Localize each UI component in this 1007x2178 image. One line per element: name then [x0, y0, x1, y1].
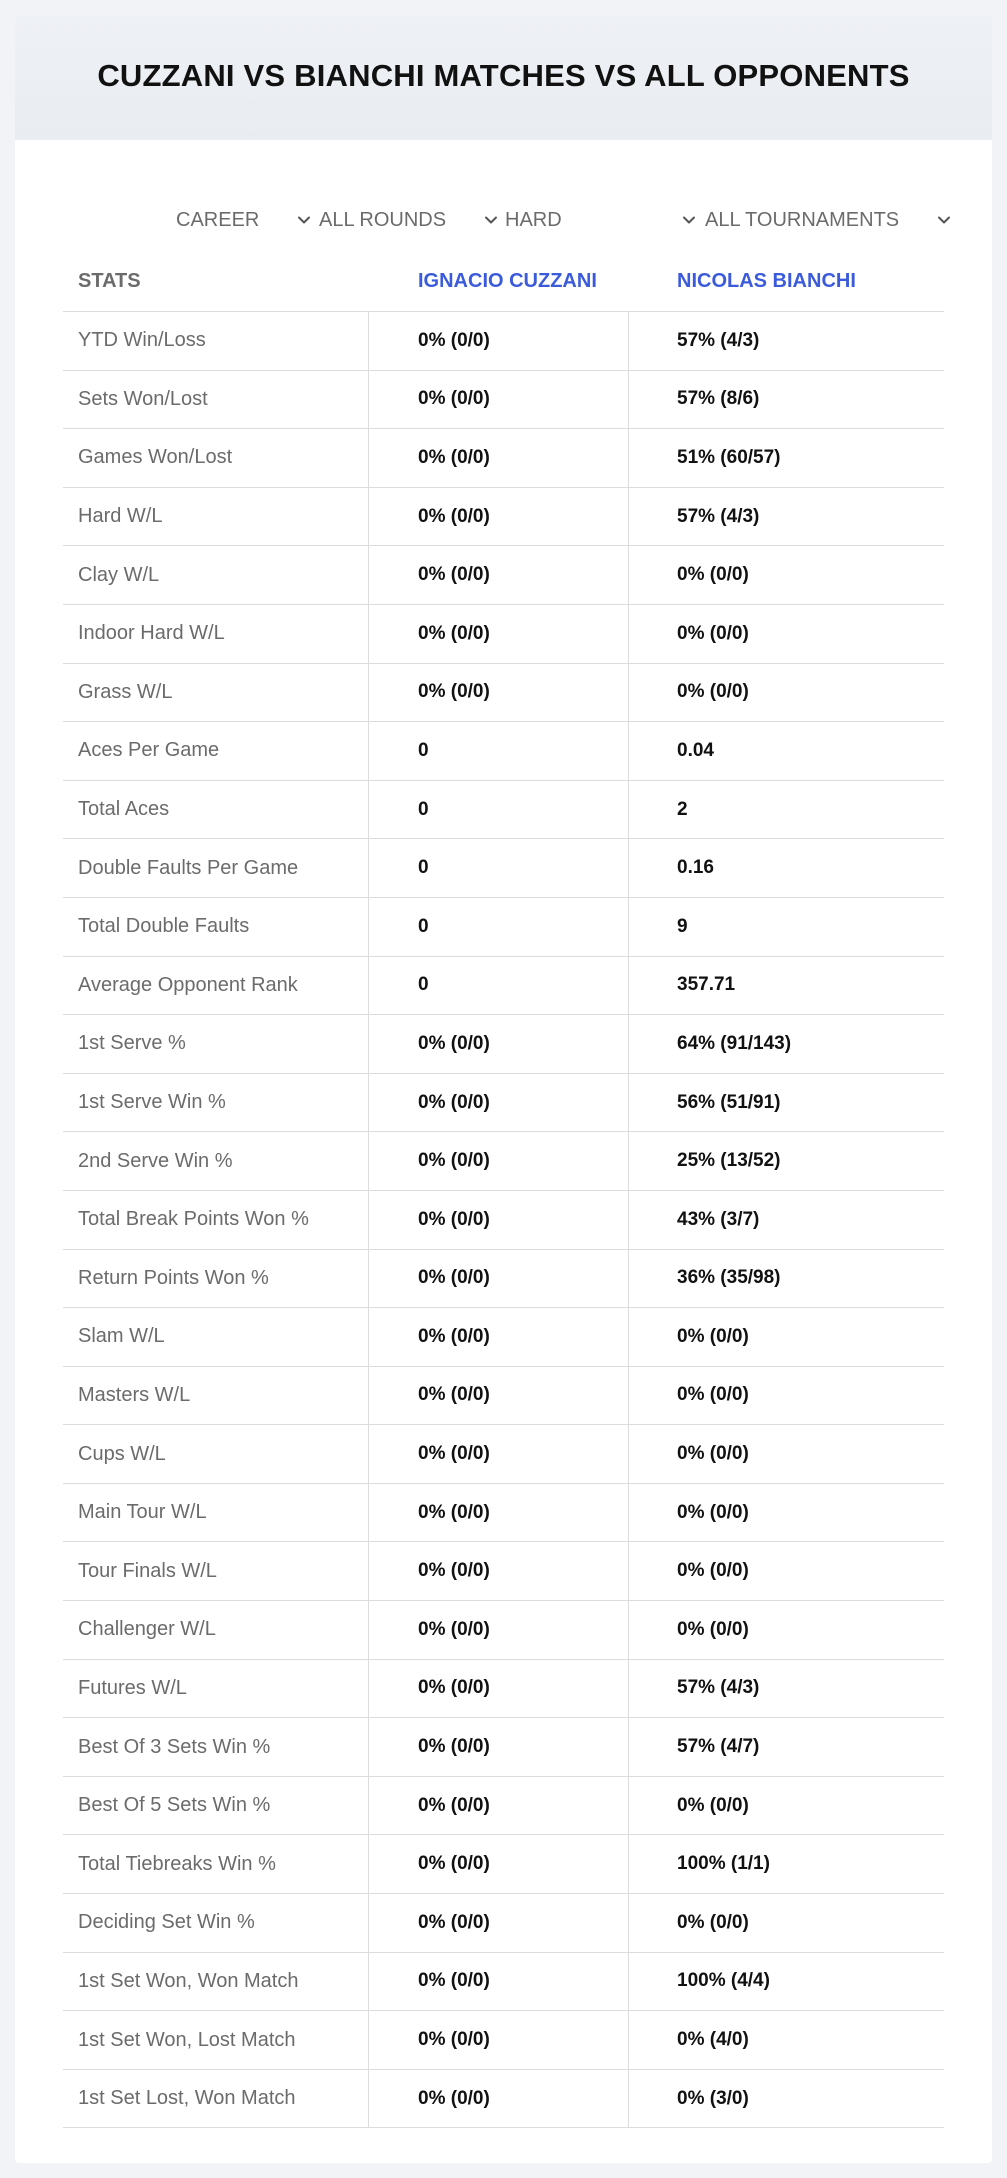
table-row: [63, 1953, 944, 2012]
table-row: [63, 1074, 944, 1133]
column-divider: [628, 1835, 629, 1893]
player2-value: 0.04: [677, 739, 714, 761]
stat-label: 1st Serve Win %: [78, 1091, 226, 1114]
column-divider: [368, 1953, 369, 2011]
column-divider: [628, 1425, 629, 1483]
player1-value: 0% (0/0): [418, 1677, 490, 1699]
table-row: [63, 1191, 944, 1250]
tournaments-select-value: ALL TOURNAMENTS: [705, 208, 900, 231]
stat-label: Slam W/L: [78, 1325, 165, 1348]
player1-value: 0% (0/0): [418, 1736, 490, 1758]
table-row: [63, 957, 944, 1016]
stat-label: Challenger W/L: [78, 1618, 216, 1641]
player1-value: 0: [418, 857, 429, 879]
player2-value: 100% (1/1): [677, 1853, 770, 1875]
player1-value: 0% (0/0): [418, 622, 490, 644]
column-divider: [368, 1015, 369, 1073]
surface-select-value: HARD: [505, 208, 562, 231]
chevron-down-icon: [681, 212, 697, 228]
column-divider: [628, 1191, 629, 1249]
stat-label: Best Of 3 Sets Win %: [78, 1735, 271, 1758]
table-row: [63, 1718, 944, 1777]
column-divider: [368, 429, 369, 487]
chevron-down-icon: [483, 212, 499, 228]
player2-value: 0% (0/0): [677, 1911, 749, 1933]
column-divider: [628, 1718, 629, 1776]
table-row: [63, 1425, 944, 1484]
table-row: [63, 1660, 944, 1719]
column-divider: [628, 2011, 629, 2069]
player1-value: 0% (0/0): [418, 1091, 490, 1113]
column-divider: [368, 898, 369, 956]
table-row: [63, 605, 944, 664]
column-divider: [368, 1542, 369, 1600]
table-row: [63, 781, 944, 840]
stat-label: Futures W/L: [78, 1676, 187, 1699]
player2-value: 57% (4/7): [677, 1736, 760, 1758]
table-row: [63, 898, 944, 957]
column-divider: [628, 1542, 629, 1600]
column-divider: [628, 1074, 629, 1132]
player1-value: 0% (0/0): [418, 2029, 490, 2051]
stat-label: 1st Set Lost, Won Match: [78, 2087, 296, 2110]
column-divider: [628, 664, 629, 722]
column-divider: [628, 839, 629, 897]
column-divider: [628, 1777, 629, 1835]
column-divider: [628, 605, 629, 663]
table-body: [63, 312, 944, 2128]
stat-label: Tour Finals W/L: [78, 1559, 217, 1582]
column-divider: [368, 839, 369, 897]
filter-bar: [15, 202, 992, 238]
column-divider: [628, 1015, 629, 1073]
column-divider: [368, 1660, 369, 1718]
stat-label: Cups W/L: [78, 1442, 166, 1465]
column-divider: [368, 1777, 369, 1835]
column-divider: [368, 1894, 369, 1952]
table-row: [63, 429, 944, 488]
table-row: [63, 1250, 944, 1309]
column-divider: [368, 1601, 369, 1659]
stats-column-header: STATS: [78, 270, 141, 292]
column-divider: [628, 1953, 629, 2011]
column-divider: [368, 488, 369, 546]
column-divider: [628, 1601, 629, 1659]
player2-value: 0.16: [677, 857, 714, 879]
stat-label: Total Double Faults: [78, 915, 250, 938]
stat-label: Total Break Points Won %: [78, 1208, 309, 1231]
player2-value: 0% (3/0): [677, 2087, 749, 2109]
stat-label: Total Aces: [78, 798, 170, 821]
column-divider: [628, 1660, 629, 1718]
column-divider: [368, 2011, 369, 2069]
table-row: [63, 1308, 944, 1367]
stat-label: 2nd Serve Win %: [78, 1149, 233, 1172]
player1-value: 0% (0/0): [418, 1618, 490, 1640]
column-divider: [368, 605, 369, 663]
column-divider: [628, 781, 629, 839]
stats-table: [63, 248, 944, 2128]
stat-label: 1st Serve %: [78, 1032, 186, 1055]
rounds-select[interactable]: [319, 202, 499, 238]
player2-value: 0% (0/0): [677, 1794, 749, 1816]
column-divider: [368, 1367, 369, 1425]
column-divider: [368, 722, 369, 780]
stat-label: Total Tiebreaks Win %: [78, 1852, 276, 1875]
stat-label: Main Tour W/L: [78, 1501, 207, 1524]
player1-value: 0% (0/0): [418, 564, 490, 586]
column-divider: [628, 1367, 629, 1425]
player1-value: 0: [418, 798, 429, 820]
table-row: [63, 722, 944, 781]
player1-value: 0: [418, 974, 429, 996]
table-row: [63, 1015, 944, 1074]
player2-link[interactable]: NICOLAS BIANCHI: [677, 270, 856, 292]
player2-value: 57% (4/3): [677, 329, 760, 351]
column-divider: [628, 898, 629, 956]
rounds-select-value: ALL ROUNDS: [319, 208, 447, 231]
column-divider: [368, 312, 369, 370]
stat-label: Return Points Won %: [78, 1266, 269, 1289]
tournaments-select[interactable]: [705, 202, 952, 238]
player1-value: 0% (0/0): [418, 1794, 490, 1816]
column-divider: [368, 1835, 369, 1893]
table-row: [63, 1894, 944, 1953]
player2-value: 25% (13/52): [677, 1150, 781, 1172]
column-divider: [368, 781, 369, 839]
player2-value: 9: [677, 915, 688, 937]
player2-value: 0% (0/0): [677, 681, 749, 703]
stat-label: Indoor Hard W/L: [78, 622, 225, 645]
player2-value: 0% (0/0): [677, 1384, 749, 1406]
player2-value: 2: [677, 798, 688, 820]
column-divider: [628, 488, 629, 546]
table-row: [63, 1835, 944, 1894]
table-row: [63, 2011, 944, 2070]
player1-value: 0: [418, 739, 429, 761]
player2-value: 57% (8/6): [677, 388, 760, 410]
player1-value: 0: [418, 915, 429, 937]
column-divider: [628, 1250, 629, 1308]
column-divider: [368, 1484, 369, 1542]
player1-value: 0% (0/0): [418, 1970, 490, 1992]
player1-value: 0% (0/0): [418, 1911, 490, 1933]
player1-value: 0% (0/0): [418, 1501, 490, 1523]
table-row: [63, 1601, 944, 1660]
player1-link[interactable]: IGNACIO CUZZANI: [418, 270, 597, 292]
stats-card: [15, 15, 992, 2163]
column-divider: [368, 1308, 369, 1366]
column-divider: [628, 1132, 629, 1190]
column-divider: [368, 957, 369, 1015]
stat-label: 1st Set Won, Lost Match: [78, 2028, 296, 2051]
table-row: [63, 2070, 944, 2129]
player2-value: 0% (0/0): [677, 1325, 749, 1347]
stat-label: Masters W/L: [78, 1383, 191, 1406]
stat-label: Average Opponent Rank: [78, 973, 298, 996]
stat-label: Clay W/L: [78, 563, 160, 586]
player2-value: 0% (0/0): [677, 1560, 749, 1582]
player2-value: 0% (0/0): [677, 1501, 749, 1523]
table-row: [63, 1367, 944, 1426]
player2-value: 36% (35/98): [677, 1267, 781, 1289]
player2-value: 64% (91/143): [677, 1032, 792, 1054]
column-divider: [368, 1250, 369, 1308]
player1-value: 0% (0/0): [418, 1560, 490, 1582]
table-row: [63, 839, 944, 898]
column-divider: [628, 429, 629, 487]
player1-value: 0% (0/0): [418, 1150, 490, 1172]
chevron-down-icon: [936, 212, 952, 228]
column-divider: [368, 1074, 369, 1132]
player1-value: 0% (0/0): [418, 1384, 490, 1406]
column-divider: [628, 1894, 629, 1952]
player1-value: 0% (0/0): [418, 2087, 490, 2109]
column-divider: [628, 546, 629, 604]
table-row: [63, 488, 944, 547]
column-divider: [628, 957, 629, 1015]
table-row: [63, 1132, 944, 1191]
column-divider: [628, 312, 629, 370]
column-divider: [628, 1308, 629, 1366]
period-select[interactable]: [176, 202, 312, 238]
player2-value: 57% (4/3): [677, 505, 760, 527]
player1-value: 0% (0/0): [418, 505, 490, 527]
player2-value: 100% (4/4): [677, 1970, 770, 1992]
stat-label: Hard W/L: [78, 505, 163, 528]
player1-value: 0% (0/0): [418, 1853, 490, 1875]
column-divider: [368, 371, 369, 429]
player1-value: 0% (0/0): [418, 329, 490, 351]
player2-value: 0% (0/0): [677, 622, 749, 644]
stat-label: Grass W/L: [78, 680, 173, 703]
table-row: [63, 664, 944, 723]
player1-value: 0% (0/0): [418, 388, 490, 410]
player2-value: 0% (0/0): [677, 1443, 749, 1465]
player2-value: 0% (4/0): [677, 2029, 749, 2051]
table-row: [63, 312, 944, 371]
table-row: [63, 546, 944, 605]
period-select-value: CAREER: [176, 208, 260, 231]
player2-value: 0% (0/0): [677, 1618, 749, 1640]
column-divider: [368, 1718, 369, 1776]
surface-select[interactable]: [505, 202, 697, 238]
table-header: [63, 248, 944, 312]
column-divider: [628, 722, 629, 780]
player1-value: 0% (0/0): [418, 1443, 490, 1465]
column-divider: [368, 2070, 369, 2128]
stat-label: Sets Won/Lost: [78, 387, 208, 410]
column-divider: [628, 1484, 629, 1542]
player1-value: 0% (0/0): [418, 1208, 490, 1230]
column-divider: [368, 1191, 369, 1249]
stat-label: Double Faults Per Game: [78, 856, 299, 879]
table-row: [63, 1542, 944, 1601]
page-title: CUZZANI VS BIANCHI MATCHES VS ALL OPPONENTS: [97, 57, 910, 93]
table-row: [63, 371, 944, 430]
player2-value: 357.71: [677, 974, 736, 996]
column-divider: [628, 371, 629, 429]
stat-label: Games Won/Lost: [78, 446, 233, 469]
column-divider: [368, 1132, 369, 1190]
stat-label: Deciding Set Win %: [78, 1911, 255, 1934]
stat-label: YTD Win/Loss: [78, 329, 206, 352]
player2-value: 0% (0/0): [677, 564, 749, 586]
column-divider: [628, 2070, 629, 2128]
player2-value: 56% (51/91): [677, 1091, 781, 1113]
player2-value: 51% (60/57): [677, 446, 781, 468]
player1-value: 0% (0/0): [418, 1032, 490, 1054]
player1-value: 0% (0/0): [418, 446, 490, 468]
stat-label: Best Of 5 Sets Win %: [78, 1794, 271, 1817]
player1-value: 0% (0/0): [418, 1325, 490, 1347]
column-divider: [368, 1425, 369, 1483]
table-row: [63, 1777, 944, 1836]
stat-label: Aces Per Game: [78, 739, 220, 762]
player2-value: 43% (3/7): [677, 1208, 760, 1230]
table-row: [63, 1484, 944, 1543]
column-divider: [368, 546, 369, 604]
stat-label: 1st Set Won, Won Match: [78, 1969, 299, 1992]
player1-value: 0% (0/0): [418, 681, 490, 703]
card-header: [15, 15, 992, 140]
player1-value: 0% (0/0): [418, 1267, 490, 1289]
player2-value: 57% (4/3): [677, 1677, 760, 1699]
chevron-down-icon: [296, 212, 312, 228]
column-divider: [368, 664, 369, 722]
